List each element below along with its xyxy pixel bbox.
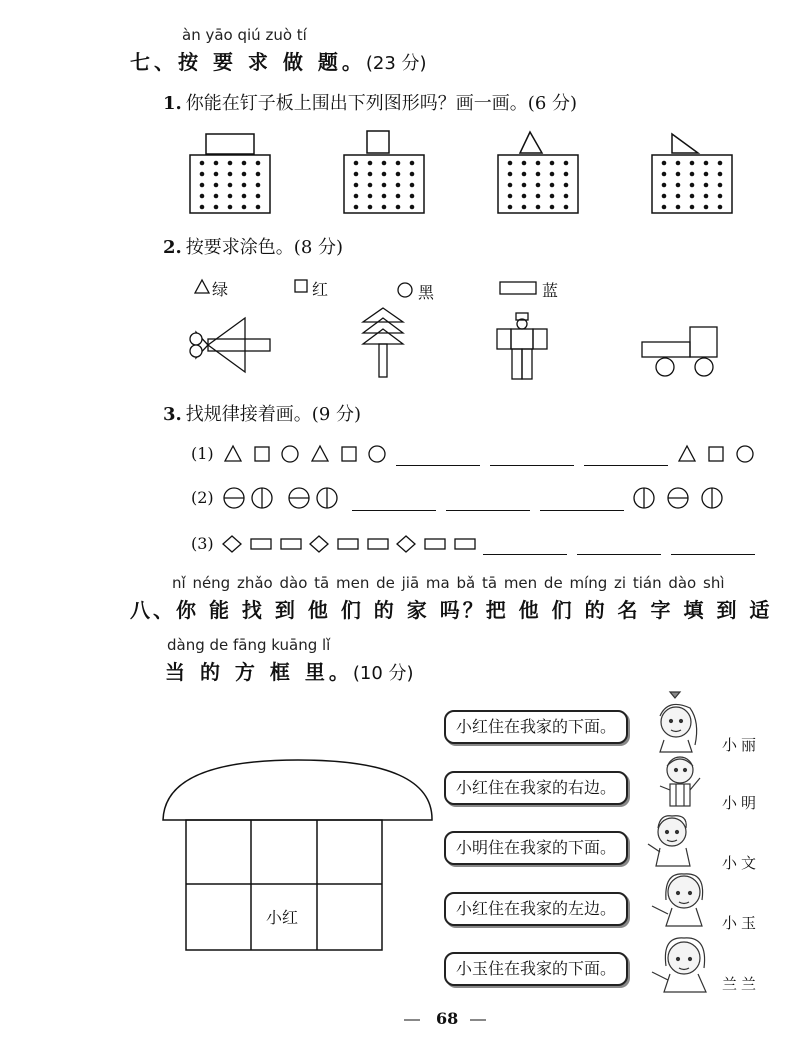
child-figure-xiaowen xyxy=(648,816,690,866)
peg-dot[interactable] xyxy=(354,194,359,199)
house-cell-bottom-left[interactable] xyxy=(187,885,250,949)
peg-dot[interactable] xyxy=(564,194,569,199)
peg-dot[interactable] xyxy=(410,172,415,177)
pattern-row-1 xyxy=(225,446,753,462)
peg-dot[interactable] xyxy=(368,194,373,199)
peg-dot[interactable] xyxy=(718,205,723,210)
target-rectangle-shape xyxy=(206,134,254,154)
house-cell-bottom-right[interactable] xyxy=(318,885,381,949)
peg-dot[interactable] xyxy=(410,194,415,199)
peg-dot[interactable] xyxy=(382,172,387,177)
peg-dot[interactable] xyxy=(228,172,233,177)
peg-dot[interactable] xyxy=(550,183,555,188)
peg-dot[interactable] xyxy=(228,161,233,166)
legend-rectangle-icon xyxy=(500,282,536,294)
peg-dot[interactable] xyxy=(564,205,569,210)
pegboard-rectangle xyxy=(190,134,270,213)
peg-dot[interactable] xyxy=(200,183,205,188)
answer-blank-1b[interactable] xyxy=(490,465,574,466)
peg-dot[interactable] xyxy=(382,194,387,199)
legend-green-label: 绿 xyxy=(212,280,229,299)
child-name-xiaowen: 小文 xyxy=(722,854,761,872)
peg-dot[interactable] xyxy=(200,161,205,166)
peg-dot[interactable] xyxy=(410,205,415,210)
peg-dot[interactable] xyxy=(718,183,723,188)
row-1-label: (1) xyxy=(191,444,214,463)
house-cell-top-right[interactable] xyxy=(318,821,381,883)
peg-dot[interactable] xyxy=(662,172,667,177)
peg-dot[interactable] xyxy=(214,183,219,188)
peg-dot[interactable] xyxy=(242,205,247,210)
peg-dot[interactable] xyxy=(214,172,219,177)
peg-dot[interactable] xyxy=(228,205,233,210)
legend-square-icon xyxy=(295,280,307,292)
peg-dot[interactable] xyxy=(536,172,541,177)
peg-dot[interactable] xyxy=(690,161,695,166)
peg-dot[interactable] xyxy=(564,161,569,166)
peg-dot[interactable] xyxy=(550,194,555,199)
peg-dot[interactable] xyxy=(718,172,723,177)
peg-dot[interactable] xyxy=(410,161,415,166)
peg-dot[interactable] xyxy=(704,161,709,166)
house-cell-top-left[interactable] xyxy=(187,821,250,883)
clue-bubble-3: 小明住在我家的下面。 xyxy=(444,831,628,865)
peg-dot[interactable] xyxy=(368,172,373,177)
peg-dot[interactable] xyxy=(396,205,401,210)
peg-dot[interactable] xyxy=(368,183,373,188)
answer-blank-3a[interactable] xyxy=(483,554,567,555)
tree-figure xyxy=(363,308,403,377)
pattern-row-2 xyxy=(224,488,722,508)
question-1-text: 你能在钉子板上围出下列图形吗？画一画。(6 分) xyxy=(185,93,578,114)
section7-score: (23 分) xyxy=(365,53,427,74)
peg-dot[interactable] xyxy=(550,161,555,166)
peg-dot[interactable] xyxy=(662,194,667,199)
pegboard-right-triangle xyxy=(652,134,732,213)
pattern-row-3 xyxy=(223,536,475,552)
peg-dot[interactable] xyxy=(536,205,541,210)
target-square-shape xyxy=(367,131,389,153)
peg-dot[interactable] xyxy=(662,161,667,166)
peg-dot[interactable] xyxy=(536,161,541,166)
row-3-label: (3) xyxy=(191,534,214,553)
child-name-xiaoyu: 小玉 xyxy=(722,914,761,932)
section8-pinyin-line1: nǐ néng zhǎo dào tā men de jiā ma bǎ tā men de míng zi tián dào shì xyxy=(172,574,725,592)
peg-dot[interactable] xyxy=(396,194,401,199)
clue-bubble-5: 小玉住在我家的下面。 xyxy=(444,952,628,986)
peg-dot[interactable] xyxy=(690,172,695,177)
peg-dot[interactable] xyxy=(676,183,681,188)
peg-dot[interactable] xyxy=(564,172,569,177)
peg-dot[interactable] xyxy=(228,194,233,199)
target-triangle-shape xyxy=(520,132,542,153)
answer-blank-2c[interactable] xyxy=(540,510,624,511)
child-name-lanlan: 兰兰 xyxy=(722,975,761,993)
peg-dot[interactable] xyxy=(690,194,695,199)
legend-triangle-icon xyxy=(195,280,209,293)
peg-dot[interactable] xyxy=(256,205,261,210)
peg-dot[interactable] xyxy=(200,172,205,177)
peg-dot[interactable] xyxy=(508,172,513,177)
peg-dot[interactable] xyxy=(508,205,513,210)
peg-dot[interactable] xyxy=(382,183,387,188)
peg-dot[interactable] xyxy=(704,194,709,199)
peg-dot[interactable] xyxy=(396,161,401,166)
peg-dot[interactable] xyxy=(242,183,247,188)
section8-title-line2-text: 当 的 方 框 里。 xyxy=(165,660,353,684)
question-3-text: 找规律接着画。(9 分) xyxy=(185,404,362,425)
section7-title-text: 七、按 要 求 做 题。 xyxy=(130,50,366,74)
peg-dot[interactable] xyxy=(676,172,681,177)
section7-pinyin: àn yāo qiú zuò tí xyxy=(182,26,307,44)
house-cell-top-middle[interactable] xyxy=(252,821,316,883)
truck-figure xyxy=(642,327,717,376)
house-cell-xiaohong: 小红 xyxy=(266,908,299,927)
question-3 xyxy=(163,400,361,426)
legend-black-label: 黑 xyxy=(418,283,435,302)
question-2 xyxy=(163,233,343,259)
peg-dot[interactable] xyxy=(550,205,555,210)
peg-dot[interactable] xyxy=(522,161,527,166)
peg-dot[interactable] xyxy=(508,194,513,199)
peg-dot[interactable] xyxy=(508,161,513,166)
child-figure-lanlan xyxy=(652,938,706,992)
peg-dot[interactable] xyxy=(256,194,261,199)
peg-dot[interactable] xyxy=(256,183,261,188)
peg-dot[interactable] xyxy=(214,194,219,199)
child-figure-xiaoming xyxy=(660,757,700,806)
child-figure-xiaoyu xyxy=(652,874,703,926)
child-name-xiaoli: 小丽 xyxy=(722,736,761,754)
airplane-figure xyxy=(190,318,270,372)
peg-dot[interactable] xyxy=(522,205,527,210)
question-3-number: 3. xyxy=(163,404,182,425)
pegboard-square xyxy=(344,131,424,213)
peg-dot[interactable] xyxy=(564,183,569,188)
answer-blank-3c[interactable] xyxy=(671,554,755,555)
peg-dot[interactable] xyxy=(690,205,695,210)
legend-red-label: 红 xyxy=(312,280,329,299)
peg-dot[interactable] xyxy=(536,194,541,199)
clue-bubble-4: 小红住在我家的左边。 xyxy=(444,892,628,926)
peg-dot[interactable] xyxy=(200,194,205,199)
legend-blue-label: 蓝 xyxy=(542,281,559,300)
answer-blank-1a[interactable] xyxy=(396,465,480,466)
page-number: 68 xyxy=(436,1009,459,1028)
peg-dot[interactable] xyxy=(354,183,359,188)
question-2-number: 2. xyxy=(163,237,182,258)
peg-dot[interactable] xyxy=(662,183,667,188)
pegboard-triangle xyxy=(498,132,578,213)
peg-dot[interactable] xyxy=(200,205,205,210)
peg-dot[interactable] xyxy=(368,161,373,166)
peg-dot[interactable] xyxy=(242,194,247,199)
peg-dot[interactable] xyxy=(508,183,513,188)
peg-dot[interactable] xyxy=(242,172,247,177)
peg-dot[interactable] xyxy=(676,161,681,166)
peg-dot[interactable] xyxy=(382,161,387,166)
peg-dot[interactable] xyxy=(396,183,401,188)
peg-dot[interactable] xyxy=(214,205,219,210)
peg-dot[interactable] xyxy=(676,205,681,210)
child-figure-xiaoli xyxy=(660,692,697,752)
peg-dot[interactable] xyxy=(242,161,247,166)
peg-dot[interactable] xyxy=(536,183,541,188)
answer-blank-2a[interactable] xyxy=(352,510,436,511)
peg-dot[interactable] xyxy=(368,205,373,210)
peg-dot[interactable] xyxy=(550,172,555,177)
section8-title-line1: 八、你 能 找 到 他 们 的 家 吗？把 他 们 的 名 字 填 到 适 xyxy=(130,598,773,622)
robot-figure xyxy=(497,313,547,379)
row-2-label: (2) xyxy=(191,488,214,507)
peg-dot[interactable] xyxy=(704,183,709,188)
peg-dot[interactable] xyxy=(354,172,359,177)
section8-pinyin-line2: dàng de fāng kuāng lǐ xyxy=(167,636,331,654)
answer-blank-3b[interactable] xyxy=(577,554,661,555)
question-1-number: 1. xyxy=(163,93,182,114)
peg-dot[interactable] xyxy=(676,194,681,199)
peg-dot[interactable] xyxy=(704,172,709,177)
clue-bubble-2: 小红住在我家的右边。 xyxy=(444,771,628,805)
peg-dot[interactable] xyxy=(704,205,709,210)
peg-dot[interactable] xyxy=(522,194,527,199)
clue-bubble-1: 小红住在我家的下面。 xyxy=(444,710,628,744)
peg-dot[interactable] xyxy=(718,194,723,199)
peg-dot[interactable] xyxy=(354,205,359,210)
question-2-text: 按要求涂色。(8 分) xyxy=(185,237,344,258)
peg-dot[interactable] xyxy=(256,172,261,177)
peg-dot[interactable] xyxy=(214,161,219,166)
peg-dot[interactable] xyxy=(690,183,695,188)
peg-dot[interactable] xyxy=(522,183,527,188)
section8-score: (10 分) xyxy=(352,663,414,684)
peg-dot[interactable] xyxy=(718,161,723,166)
target-right-triangle-shape xyxy=(672,134,698,153)
peg-dot[interactable] xyxy=(410,183,415,188)
peg-dot[interactable] xyxy=(256,161,261,166)
peg-dot[interactable] xyxy=(228,183,233,188)
peg-dot[interactable] xyxy=(382,205,387,210)
legend-circle-icon xyxy=(398,283,412,297)
peg-dot[interactable] xyxy=(522,172,527,177)
child-name-xiaoming: 小明 xyxy=(722,794,761,812)
answer-blank-1c[interactable] xyxy=(584,465,668,466)
answer-blank-2b[interactable] xyxy=(446,510,530,511)
peg-dot[interactable] xyxy=(354,161,359,166)
section8-title-line2 xyxy=(165,656,414,685)
peg-dot[interactable] xyxy=(396,172,401,177)
peg-dot[interactable] xyxy=(662,205,667,210)
